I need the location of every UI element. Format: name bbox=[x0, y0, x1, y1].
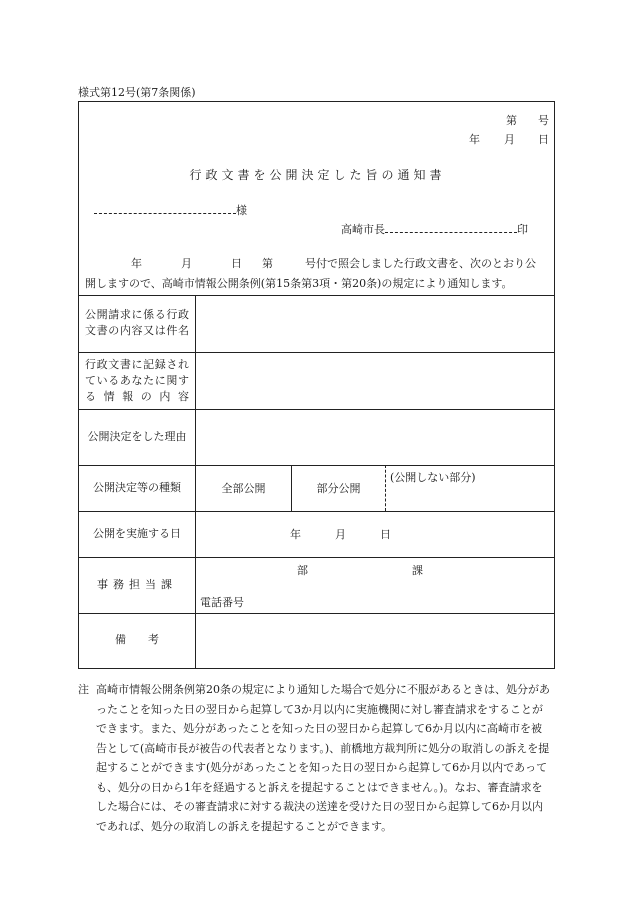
number-go: 号 bbox=[538, 114, 549, 127]
number-dai: 第 bbox=[506, 114, 517, 127]
form-number-label: 様式第12号(第7条関係) bbox=[78, 86, 196, 99]
note-marker: 注 bbox=[78, 683, 89, 696]
notice-body-line1 bbox=[79, 255, 556, 275]
mayor-label: 高崎市長 bbox=[341, 223, 385, 236]
notification-form bbox=[78, 101, 555, 669]
full-disclosure-option: 全部公開 bbox=[221, 482, 266, 495]
row-divider bbox=[79, 409, 554, 410]
row-divider bbox=[79, 613, 554, 614]
row-divider bbox=[79, 465, 554, 466]
row-divider bbox=[79, 557, 554, 558]
date-year-label: 年 bbox=[469, 133, 480, 146]
label-implementation-date: 公開を実施する日 bbox=[93, 527, 181, 540]
row-divider bbox=[79, 352, 554, 353]
office-ka: 課 bbox=[412, 564, 423, 577]
non-disclosed-part-label: (公開しない部分) bbox=[390, 471, 476, 484]
seal-mark: 印 bbox=[517, 223, 528, 236]
body-month: 月 bbox=[181, 257, 192, 270]
addressee-line bbox=[94, 202, 247, 218]
label-reason: 公開決定をした理由 bbox=[87, 430, 187, 443]
impl-month: 月 bbox=[335, 528, 346, 541]
body-year: 年 bbox=[131, 257, 142, 270]
document-title: 行政文書を公開決定した旨の通知書 bbox=[189, 168, 446, 182]
label-personal-info: 行政文書に記録されているあなたに関する情報の内容 bbox=[85, 358, 189, 403]
office-bu: 部 bbox=[297, 564, 308, 577]
label-office: 事務担当課 bbox=[97, 578, 177, 591]
row-divider bbox=[79, 295, 554, 296]
date-day-label: 日 bbox=[538, 133, 549, 146]
addressee-suffix: 様 bbox=[236, 204, 247, 217]
impl-day: 日 bbox=[380, 528, 391, 541]
decision-dashed-divider bbox=[385, 465, 386, 511]
row-divider bbox=[79, 511, 554, 512]
notice-body-line2: 開しますので、高崎市情報公開条例(第15条第3項・第20条)の規定により通知します。 bbox=[85, 277, 513, 290]
note-text: 高崎市情報公開条例第20条の規定により通知した場合で処分に不服があるときは、処分があったことを知った日の翌日から起算して3か月以内に実施機関に対し審査請求をすることができます。また、処分があったことを知った日の翌日から起算して6か月以内に高崎市を被告として(高崎市長が被告の代表者となります。)、前橋地方裁判所に処分の取消しの訴えを提起することができます(処分があったことを知った日の翌日から起算して6か月以内であっても、処分の日から1年を経過すると訴えを提起することはできません。)。なお、審査請求をした場合には、その審査請求に対する裁決の送達を受けた日の翌日から起算して6か月以内であれば、処分の取消しの訴えを提起することができます。 bbox=[96, 683, 550, 833]
date-month-label: 月 bbox=[504, 133, 515, 146]
partial-disclosure-option: 部分公開 bbox=[316, 482, 361, 495]
office-phone-label: 電話番号 bbox=[200, 596, 244, 609]
sender-line bbox=[341, 221, 528, 237]
body-dai: 第 bbox=[262, 257, 273, 270]
body-day: 日 bbox=[231, 257, 242, 270]
label-decision-type: 公開決定等の種類 bbox=[93, 481, 181, 494]
impl-year: 年 bbox=[290, 528, 301, 541]
body-rest: 号付で照会しました行政文書を、次のとおり公 bbox=[305, 257, 536, 270]
label-remarks: 備 考 bbox=[115, 633, 159, 646]
label-request-content: 公開請求に係る行政文書の内容又は件名 bbox=[85, 308, 189, 337]
